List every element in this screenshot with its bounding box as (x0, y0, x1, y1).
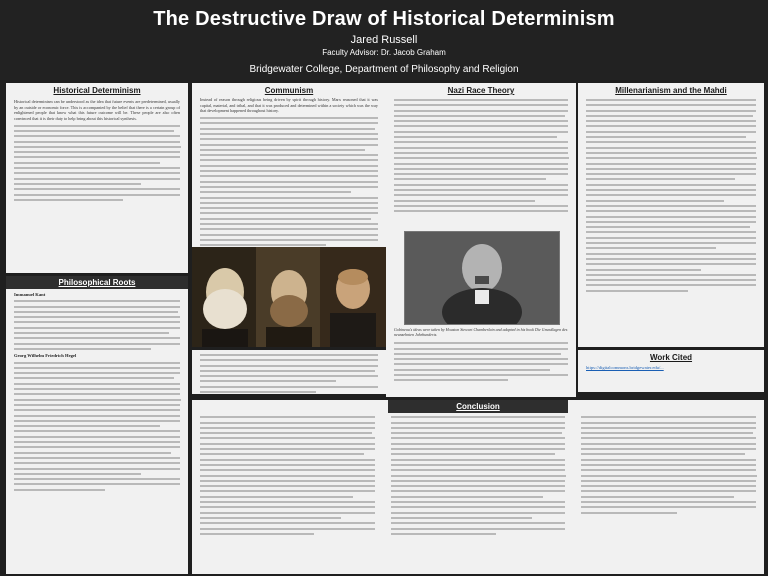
poster-title: The Destructive Draw of Historical Determinism (153, 8, 615, 30)
poster-header (0, 0, 768, 80)
section-title-nazi-race-theory: Nazi Race Theory (447, 86, 515, 95)
section-title-millenarianism: Millenarianism and the Mahdi (615, 86, 727, 95)
chamberlain-caption: Gobineau's ideas were taken by Houston Stewart Chamberlain and adapted in his book Die Grundlagen des neunzehnten Jahrhunderts. (394, 327, 568, 337)
communism-image (192, 247, 386, 347)
nazi-body-lines (386, 99, 576, 212)
panel-philosophical-roots (6, 276, 188, 574)
hd-body-lines (6, 125, 188, 201)
work-cited-link[interactable]: https://digitalcommons.bridgewater.edu/... (586, 365, 664, 370)
faculty-advisor: Faculty Advisor: Dr. Jacob Graham (322, 48, 446, 57)
communism-lower (192, 350, 386, 394)
nazi-lower-lines (386, 339, 576, 385)
panel-work-cited (578, 350, 764, 392)
panel-millenarianism (578, 83, 764, 347)
affiliation: Bridgewater College, Department of Philosophy and Religion (249, 64, 519, 75)
millenarianism-body-lines (578, 99, 764, 292)
hegel-heading: Georg Wilhelm Friedrich Hegel (14, 353, 77, 359)
section-title-communism: Communism (264, 86, 314, 95)
communism-lower-lines (192, 354, 386, 393)
panel-historical-determinism (6, 83, 188, 273)
conclusion-col-3 (573, 413, 764, 538)
kant-body-lines (6, 300, 188, 350)
hd-intro-text: Historical determinism can be understood as the idea that future events are predetermined, usually by an outside or economic force. This is accompanied by the belief that there is a certain group of enlightened people that know what this future outcome will be. These people are also often convinced that it is their duty to help bring about this historical synthesis. (14, 99, 180, 121)
communism-intro-text: Instead of reason through religious being driven by spirit through history. Marx reasoned that it was capital, material, and tribal, and that it was produced and determined within a society which was the way that development happened throughout history. (200, 97, 378, 114)
hegel-body-lines (6, 362, 188, 491)
chamberlain-photo (404, 231, 560, 325)
kant-heading: Immanuel Kant (14, 292, 46, 297)
panel-nazi-race-theory (386, 83, 576, 397)
conclusion-col-2 (383, 413, 574, 538)
section-title-work-cited: Work Cited (649, 353, 693, 362)
conclusion-col-1 (192, 413, 383, 538)
marx-engels-lenin-portraits (192, 247, 386, 347)
conclusion-columns (192, 413, 764, 538)
author-name: Jared Russell (350, 34, 418, 46)
section-title-philosophical-roots: Philosophical Roots (6, 276, 188, 289)
section-title-conclusion: Conclusion (388, 400, 568, 413)
communism-body-lines (192, 117, 386, 257)
section-title-historical-determinism: Historical Determinism (53, 86, 141, 95)
panel-conclusion (192, 400, 764, 574)
